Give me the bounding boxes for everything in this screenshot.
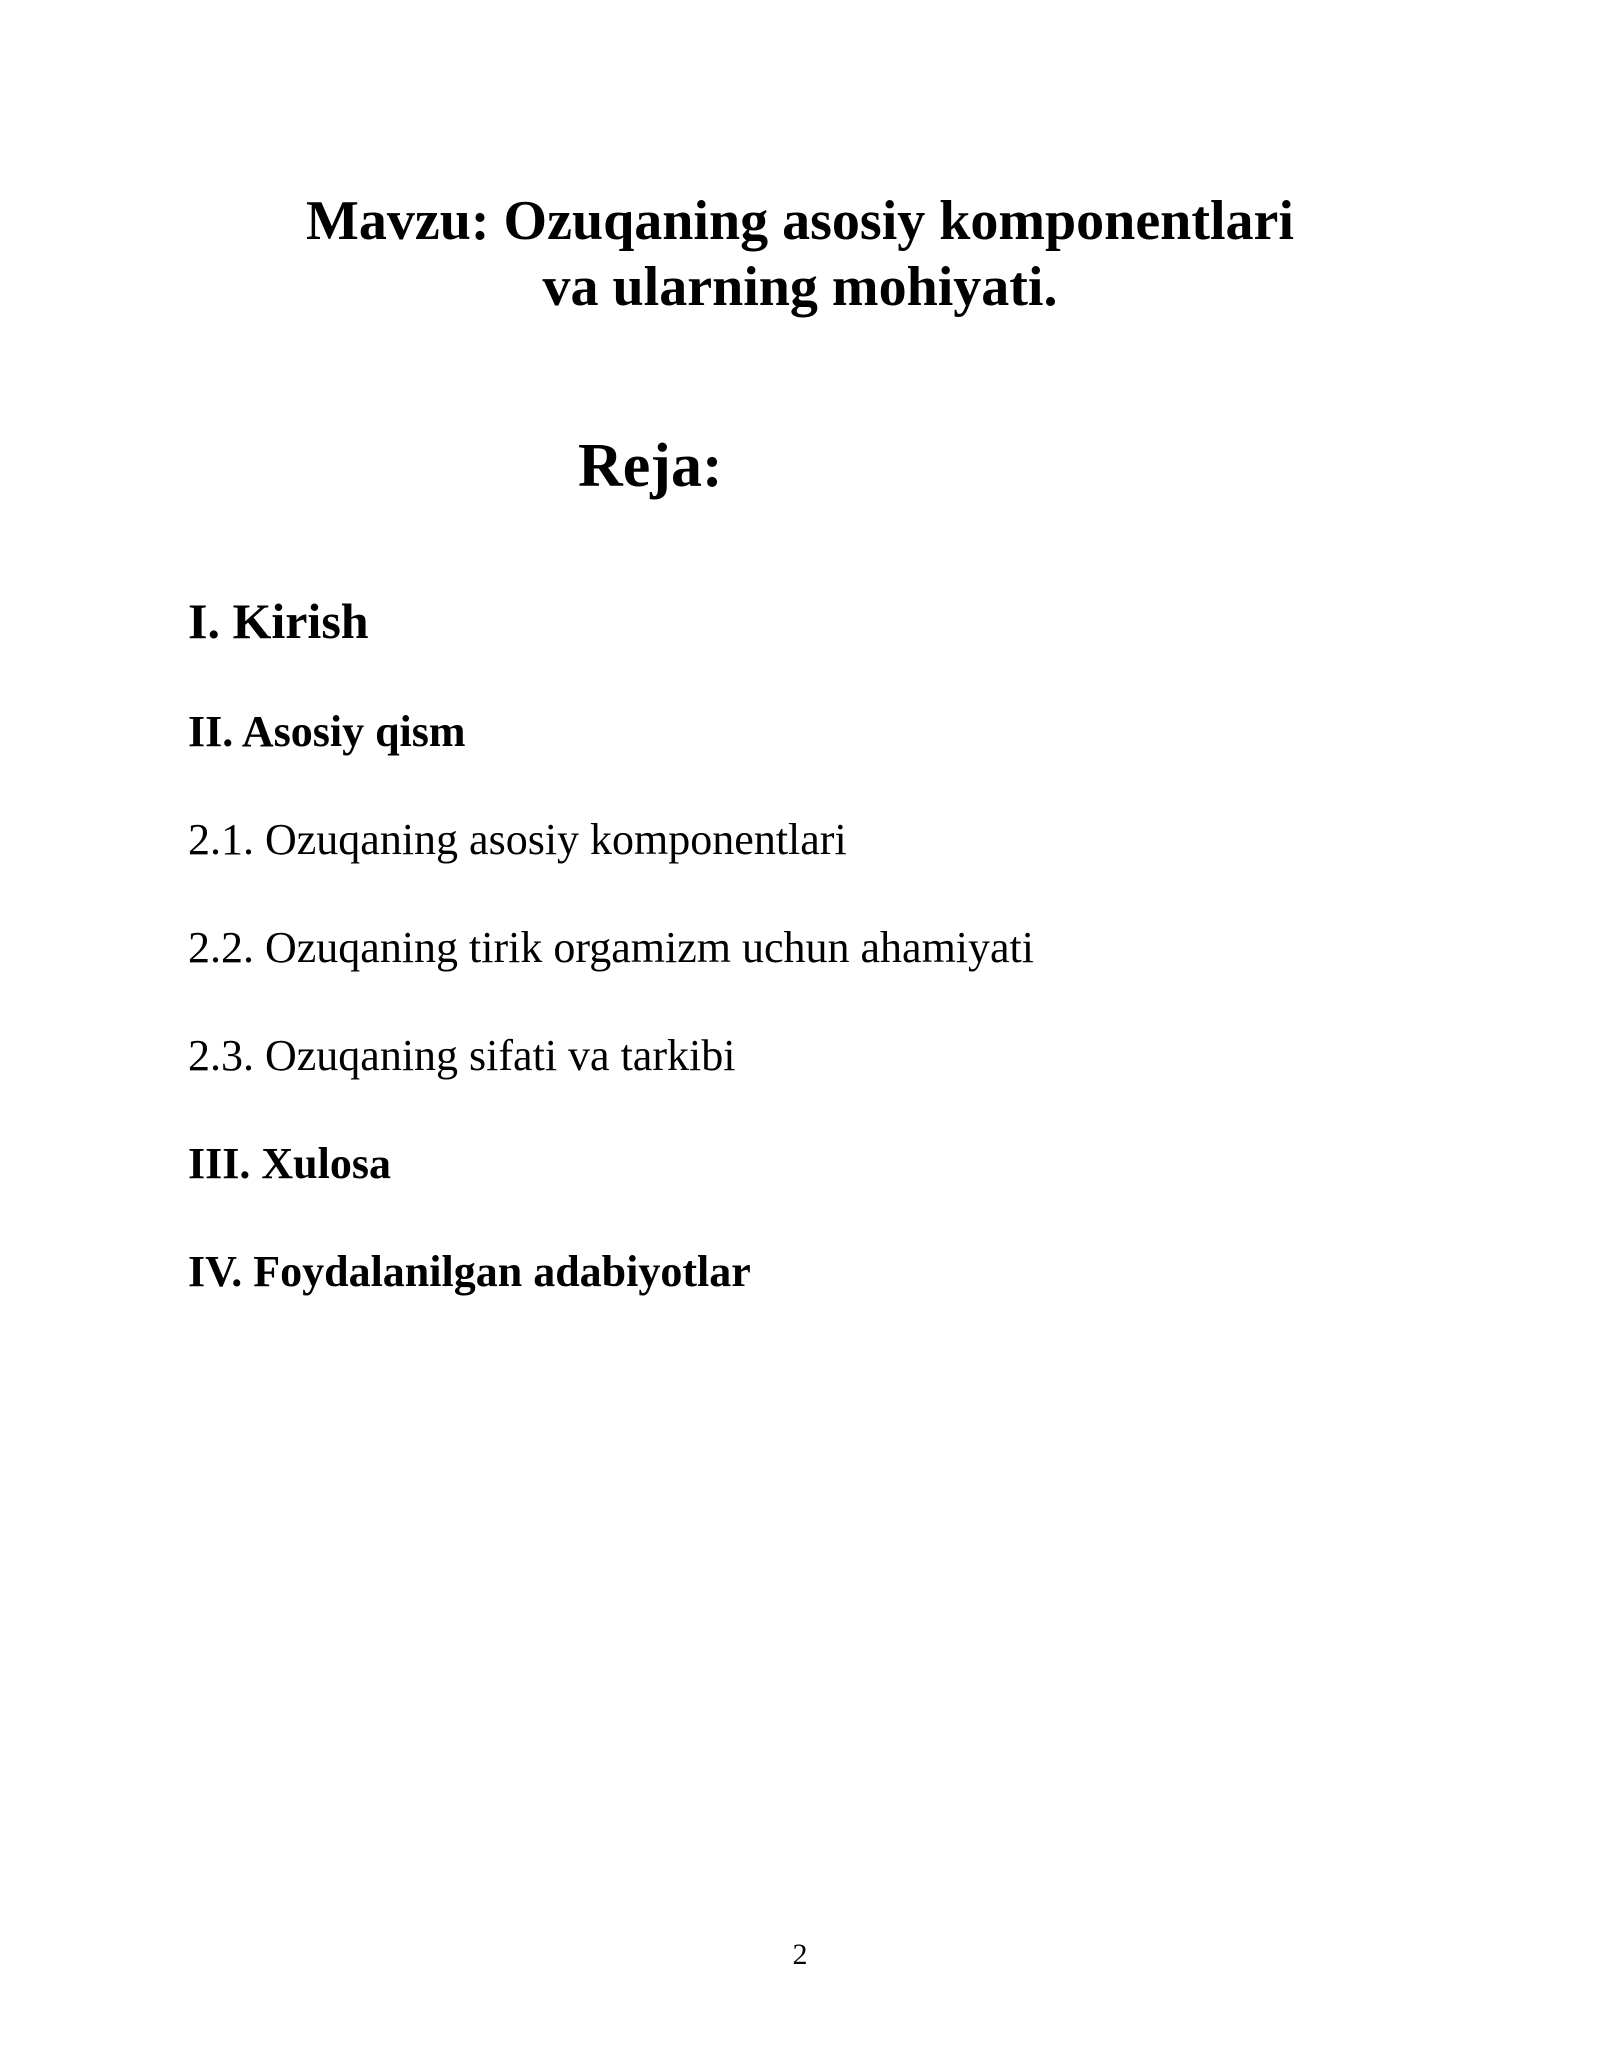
plan-heading: Reja: [578,432,723,500]
title-line-1: Mavzu: Ozuqaning asosiy komponentlari [306,190,1294,252]
outline-item-conclusion: III. Xulosa [188,1139,391,1188]
title-line-2: va ularning mohiyati. [542,256,1058,318]
outline-item-introduction: I. Kirish [188,593,369,649]
outline-item-main-part: II. Asosiy qism [188,707,466,756]
outline-item-references: IV. Foydalanilgan adabiyotlar [188,1247,751,1296]
page-title [0,188,1600,320]
outline-item-2-3: 2.3. Ozuqaning sifati va tarkibi [188,1031,736,1080]
page-number: 2 [792,1938,808,1971]
outline-item-2-2: 2.2. Ozuqaning tirik orgamizm uchun ahamiyati [188,923,1034,972]
outline-item-2-1: 2.1. Ozuqaning asosiy komponentlari [188,815,847,864]
